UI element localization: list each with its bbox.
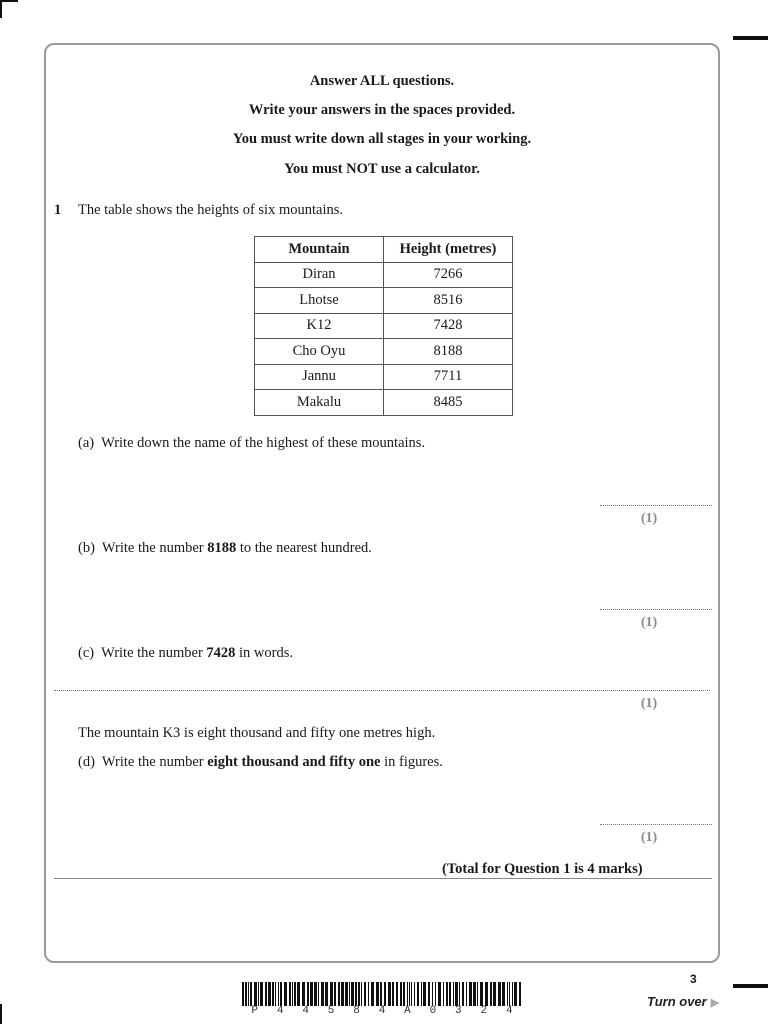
question-end-rule [54, 878, 712, 879]
barcode-bar [396, 982, 398, 1006]
crop-mark-top-left [0, 0, 2, 18]
part-b-answer-line[interactable] [600, 609, 712, 610]
barcode-bar [443, 982, 444, 1006]
barcode-bar [330, 982, 333, 1006]
barcode-bar [272, 982, 274, 1006]
barcode-bar [462, 982, 464, 1006]
part-d-answer-line[interactable] [600, 824, 712, 825]
part-b-text-pre: Write the number [101, 540, 208, 556]
registration-mark-bottom-right [733, 984, 768, 988]
barcode-bar [403, 982, 405, 1006]
barcode-bar [417, 982, 419, 1006]
table-row [255, 262, 513, 288]
barcode-char: P [251, 1005, 259, 1017]
barcode-bar [310, 982, 313, 1006]
part-b-question [78, 539, 372, 557]
question-intro: The table shows the heights of six mountains. [78, 202, 343, 218]
barcode-bar [380, 982, 382, 1006]
barcode-bar [245, 982, 247, 1006]
part-c-number: 7428 [206, 645, 236, 661]
page-border [44, 43, 720, 963]
barcode-bar [250, 982, 252, 1006]
table-row [255, 390, 513, 416]
barcode-bar [400, 982, 402, 1006]
barcode-bar [459, 982, 460, 1006]
barcode-bar [341, 982, 344, 1006]
barcode-bar [507, 982, 508, 1006]
barcode-bar [409, 982, 410, 1006]
part-c-answer-line[interactable] [54, 690, 710, 691]
barcode-bar [289, 982, 291, 1006]
barcode-bar [421, 982, 422, 1006]
barcode-bar [338, 982, 340, 1006]
barcode-bar [260, 982, 263, 1006]
barcode-char: 4 [505, 1005, 513, 1017]
crop-mark-bottom-left [0, 1004, 2, 1024]
column-header-mountain: Mountain [255, 237, 384, 263]
barcode-bar [384, 982, 386, 1006]
column-header-height: Height (metres) [384, 237, 513, 263]
height-cell: 7711 [384, 364, 513, 390]
turn-over-text: Turn over [647, 994, 707, 1009]
barcode-bar [509, 982, 510, 1006]
barcode-char: 5 [327, 1005, 335, 1017]
part-a-label: (a) [78, 435, 95, 451]
barcode-bar [498, 982, 501, 1006]
part-d-text-pre: Write the number [101, 754, 208, 770]
table-row [255, 313, 513, 339]
barcode-bar [446, 982, 448, 1006]
part-a-question [78, 434, 425, 452]
instruction-line: You must NOT use a calculator. [284, 161, 480, 177]
barcode-bar [455, 982, 458, 1006]
barcode-bar [371, 982, 374, 1006]
mountain-name-cell: Makalu [255, 390, 384, 416]
barcode-bar [392, 982, 394, 1006]
barcode-bar [473, 982, 476, 1006]
barcode-bar [364, 982, 366, 1006]
part-d-marks: (1) [640, 830, 658, 845]
barcode-bar [318, 982, 319, 1006]
barcode-bar [355, 982, 357, 1006]
table-header-row [255, 237, 513, 263]
height-cell: 8485 [384, 390, 513, 416]
barcode-bar [453, 982, 454, 1006]
barcode-bar [493, 982, 496, 1006]
barcode-bar [423, 982, 426, 1006]
mountain-name-cell: Diran [255, 262, 384, 288]
part-c-text-post: in words. [235, 645, 294, 661]
part-d-label: (d) [78, 754, 95, 770]
barcode-char: 2 [480, 1005, 488, 1017]
barcode-char: 4 [276, 1005, 284, 1017]
barcode-bar [258, 982, 259, 1006]
barcode-char: 4 [378, 1005, 386, 1017]
barcode-bar [358, 982, 360, 1006]
barcode-bar [314, 982, 317, 1006]
barcode-bar [449, 982, 451, 1006]
barcode-bar [490, 982, 492, 1006]
part-b-marks: (1) [640, 615, 658, 630]
part-a-text: Write down the name of the highest of these mountains. [101, 435, 426, 451]
barcode-bar [514, 982, 517, 1006]
barcode-bar [268, 982, 271, 1006]
barcode-bar [345, 982, 348, 1006]
barcode-bar [428, 982, 430, 1006]
barcode-bar [302, 982, 305, 1006]
barcode-bar [294, 982, 296, 1006]
barcode-bar [438, 982, 441, 1006]
barcode-bar [432, 982, 433, 1006]
part-b-text-post: to the nearest hundred. [236, 540, 372, 556]
barcode-bar [278, 982, 279, 1006]
barcode-bar [275, 982, 276, 1006]
barcode-bar [334, 982, 336, 1006]
barcode-bar [307, 982, 309, 1006]
barcode-bar [248, 982, 249, 1006]
part-b-number: 8188 [207, 540, 237, 556]
barcode-bar [388, 982, 391, 1006]
part-a-marks: (1) [640, 511, 658, 526]
barcode [242, 982, 522, 1006]
barcode-bar [368, 982, 369, 1006]
mountains-table [254, 236, 513, 416]
instruction-line: Answer ALL questions. [309, 73, 455, 89]
barcode-bar [280, 982, 282, 1006]
part-d-number-words: eight thousand and fifty one [207, 754, 381, 770]
barcode-bar [502, 982, 505, 1006]
barcode-bar [519, 982, 521, 1006]
turn-over-label [647, 994, 719, 1009]
barcode-char: 8 [353, 1005, 360, 1017]
table-row [255, 339, 513, 365]
mountain-name-cell: Lhotse [255, 288, 384, 314]
height-cell: 8188 [384, 339, 513, 365]
barcode-bar [265, 982, 267, 1006]
barcode-bar [321, 982, 324, 1006]
barcode-bar [512, 982, 513, 1006]
barcode-bar [466, 982, 467, 1006]
part-c-marks: (1) [640, 696, 658, 711]
barcode-bar [254, 982, 257, 1006]
barcode-char: 3 [455, 1005, 462, 1017]
part-c-label: (c) [78, 645, 95, 661]
barcode-bar [297, 982, 300, 1006]
question-total-marks: (Total for Question 1 is 4 marks) [442, 861, 643, 877]
mountain-name-cell: Jannu [255, 364, 384, 390]
mountain-name-cell: K12 [255, 313, 384, 339]
table-row [255, 288, 513, 314]
barcode-bar [292, 982, 293, 1006]
registration-mark-top-right [733, 36, 768, 40]
instruction-line: Write your answers in the spaces provided. [248, 102, 516, 118]
barcode-text [242, 1005, 522, 1017]
table-row [255, 364, 513, 390]
barcode-bar [376, 982, 379, 1006]
crop-mark-top-left-horizontal [0, 0, 18, 2]
barcode-bar [469, 982, 472, 1006]
barcode-bar [351, 982, 354, 1006]
height-cell: 7428 [384, 313, 513, 339]
part-d-question [78, 753, 443, 771]
part-c-text-pre: Write the number [101, 645, 207, 661]
barcode-char: 4 [302, 1005, 309, 1017]
barcode-bar [361, 982, 362, 1006]
turn-over-arrow-icon: ▶ [710, 997, 720, 1009]
barcode-bar [411, 982, 412, 1006]
barcode-bar [284, 982, 287, 1006]
barcode-bar [480, 982, 483, 1006]
part-c-question [78, 644, 293, 662]
barcode-bar [414, 982, 415, 1006]
barcode-bar [485, 982, 488, 1006]
part-d-statement: The mountain K3 is eight thousand and fifty one metres high. [78, 725, 436, 741]
part-b-label: (b) [78, 540, 95, 556]
height-cell: 8516 [384, 288, 513, 314]
barcode-char: A [404, 1005, 411, 1017]
part-d-text-post: in figures. [380, 754, 443, 770]
mountain-name-cell: Cho Oyu [255, 339, 384, 365]
barcode-char: 0 [429, 1005, 437, 1017]
instruction-line: You must write down all stages in your working. [232, 131, 532, 147]
barcode-bar [325, 982, 328, 1006]
part-a-answer-line[interactable] [600, 505, 712, 506]
barcode-bar [407, 982, 408, 1006]
barcode-bar [477, 982, 478, 1006]
page-number: 3 [690, 972, 697, 986]
barcode-bar [349, 982, 350, 1006]
barcode-bar [242, 982, 244, 1006]
barcode-bar [435, 982, 436, 1006]
height-cell: 7266 [384, 262, 513, 288]
question-number: 1 [54, 202, 62, 218]
